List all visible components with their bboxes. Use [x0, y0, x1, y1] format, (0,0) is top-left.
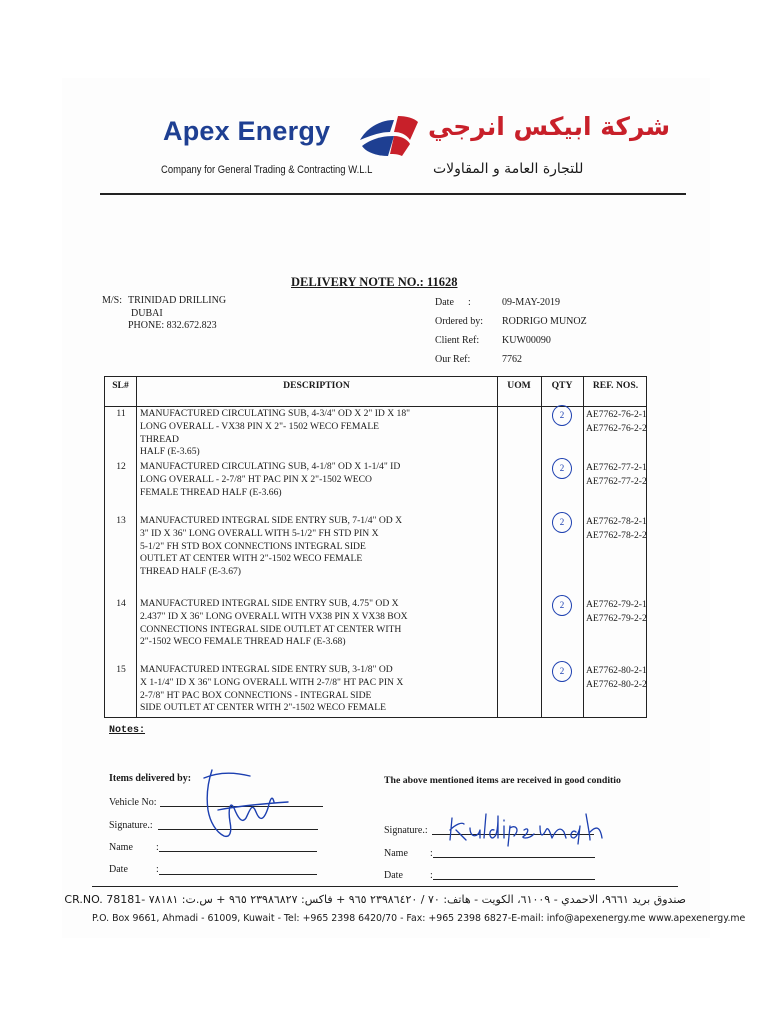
desc-line: THREAD HALF (E-3.67) [140, 566, 241, 578]
ref-no: AE7762-79-2-2 [586, 613, 647, 624]
received-name-label: Name [384, 848, 408, 859]
recipient-line: TRINIDAD DRILLING [128, 295, 227, 306]
column-divider [497, 377, 498, 717]
header-divider [100, 193, 686, 195]
desc-line: FEMALE THREAD HALF (E-3.66) [140, 486, 282, 498]
tagline-ar: للتجارة العامة و المقاولات [433, 161, 584, 177]
meta-value: 7762 [502, 354, 522, 365]
table-header [105, 377, 646, 407]
recipient-block [128, 295, 226, 333]
desc-line: 2-7/8" HT PAC BOX CONNECTIONS - INTEGRAL SIDE [140, 689, 372, 701]
received-signature-label: Signature.: [384, 825, 428, 836]
desc-line: MANUFACTURED INTEGRAL SIDE ENTRY SUB, 7-1/4" OD X [140, 515, 403, 526]
header-description: DESCRIPTION [283, 380, 350, 391]
desc-line: OUTLET AT CENTER WITH 2"-1502 WECO FEMALE [140, 553, 363, 565]
received-name-colon: : [430, 848, 433, 859]
meta-label: Client Ref: [435, 335, 480, 346]
vehicle-label: Vehicle No: [109, 797, 157, 808]
row-refs [586, 461, 647, 489]
delivered-signature-scribble [194, 762, 294, 846]
received-date-line [433, 879, 595, 880]
notes-label: Notes: [109, 725, 146, 736]
delivered-name-line [159, 851, 317, 852]
delivered-heading: Items delivered by: [109, 773, 192, 784]
recipient-line: PHONE: 832.672.823 [128, 320, 217, 331]
delivered-name-colon: : [156, 842, 159, 853]
received-date-colon: : [430, 870, 433, 881]
meta-value: RODRIGO MUNOZ [502, 316, 587, 327]
desc-line: 2.437" ID X 36" LONG OVERALL WITH VX38 PIN X VX38 BOX [140, 610, 408, 622]
recipient-label: M/S: [102, 295, 123, 306]
row-qty: 2 [552, 458, 572, 479]
row-sl: 12 [116, 461, 126, 472]
desc-line: 5-1/2" FH STD BOX CONNECTIONS INTEGRAL SIDE [140, 540, 366, 552]
delivered-name-label: Name [109, 842, 133, 853]
company-name-en: Apex Energy [163, 116, 331, 146]
footer-english: P.O. Box 9661, Ahmadi - 61009, Kuwait - Tel: +965 2398 6420/70 - Fax: +965 2398 6827-E-mail: info@apexenergy.me www.apexenergy.me [92, 913, 746, 924]
desc-line: MANUFACTURED INTEGRAL SIDE ENTRY SUB, 3-1/8" OD [140, 664, 393, 675]
received-heading: The above mentioned items are received in good conditio [384, 775, 621, 786]
delivered-date-line [159, 874, 317, 875]
row-description [140, 461, 420, 499]
row-sl: 14 [116, 598, 126, 609]
delivered-signature-label: Signature.: [109, 820, 153, 831]
desc-line: MANUFACTURED CIRCULATING SUB, 4-1/8" OD X 1-1/4" ID [140, 461, 401, 472]
row-qty: 2 [552, 512, 572, 533]
received-date-label: Date [384, 870, 403, 881]
row-refs [586, 515, 647, 543]
header-sl: SL# [112, 380, 129, 391]
delivered-date-colon: : [156, 864, 159, 875]
ref-no: AE7762-76-2-1 [586, 409, 647, 420]
ref-no: AE7762-78-2-1 [586, 516, 647, 527]
meta-label: Date [435, 297, 454, 308]
footer-divider [92, 886, 678, 887]
desc-line: SIDE OUTLET AT CENTER WITH 2"-1502 WECO FEMALE [140, 702, 386, 714]
recipient-line: DUBAI [131, 307, 163, 319]
meta-value: 09-MAY-2019 [502, 297, 560, 308]
desc-line: LONG OVERALL - VX38 PIN X 2"- 1502 WECO FEMALE THREAD [140, 420, 380, 445]
meta-sep: : [468, 297, 471, 308]
ref-no: AE7762-77-2-2 [586, 476, 647, 487]
company-name-ar: شركة ابيكس انرجي [428, 112, 671, 141]
header-ref: REF. NOS. [592, 380, 639, 391]
received-signature-scribble [446, 808, 632, 848]
row-refs [586, 408, 647, 436]
document-title: DELIVERY NOTE NO.: 11628 [291, 275, 458, 289]
desc-line: MANUFACTURED CIRCULATING SUB, 4-3/4" OD X 2" ID X 18" [140, 408, 411, 419]
row-description [140, 515, 420, 579]
column-divider [541, 377, 542, 717]
ref-no: AE7762-78-2-2 [586, 530, 647, 541]
header-uom: UOM [507, 380, 531, 391]
ref-no: AE7762-76-2-2 [586, 423, 647, 434]
ref-no: AE7762-80-2-1 [586, 665, 647, 676]
items-table [104, 376, 647, 718]
row-sl: 13 [116, 515, 126, 526]
row-description [140, 598, 420, 649]
meta-label: Our Ref: [435, 354, 471, 365]
meta-value: KUW00090 [502, 335, 551, 346]
desc-line: 3" ID X 36" LONG OVERALL WITH 5-1/2" FH STD PIN X [140, 527, 379, 539]
ref-no: AE7762-79-2-1 [586, 599, 647, 610]
header-qty: QTY [551, 380, 573, 391]
company-logo-icon [354, 110, 420, 160]
desc-line: X 1-1/4" ID X 36" LONG OVERALL WITH 2-7/8" HT PAC PIN X [140, 676, 404, 688]
meta-label: Ordered by: [435, 316, 484, 327]
row-sl: 11 [116, 408, 126, 419]
row-description [140, 408, 420, 459]
received-name-line [433, 857, 595, 858]
row-refs [586, 598, 647, 626]
row-qty: 2 [552, 595, 572, 616]
desc-line: CONNECTIONS INTEGRAL SIDE OUTLET AT CENTER WITH [140, 623, 402, 635]
delivered-date-label: Date [109, 864, 128, 875]
column-divider [583, 377, 584, 717]
ref-no: AE7762-77-2-1 [586, 462, 647, 473]
footer-cr: CR.NO. 78181- [64, 893, 146, 906]
ref-no: AE7762-80-2-2 [586, 679, 647, 690]
desc-line: 2"-1502 WECO FEMALE THREAD HALF (E-3.68) [140, 636, 346, 648]
desc-line: LONG OVERALL - 2-7/8" HT PAC PIN X 2"-1502 WECO [140, 473, 372, 485]
desc-line: HALF (E-3.65) [140, 446, 200, 458]
footer-arabic-text: صندوق بريد ٩٦٦١، الاحمدي - ٦١٠٠٩، الكويت - هاتف: ٧٠ / ٢٣٩٨٦٤٢٠ ٩٦٥ + فاكس: ٢٣٩٨٦٨٢٧ ٩٦٥ + س.ت: ٧٨١٨١ [148, 893, 686, 906]
row-qty: 2 [552, 405, 572, 426]
footer-arabic [64, 893, 686, 906]
row-qty: 2 [552, 661, 572, 682]
desc-line: MANUFACTURED INTEGRAL SIDE ENTRY SUB, 4.75" OD X [140, 598, 399, 609]
row-description [140, 664, 420, 715]
row-sl: 15 [116, 664, 126, 675]
tagline-en: Company for General Trading & Contracting W.L.L [161, 164, 373, 176]
row-refs [586, 664, 647, 692]
